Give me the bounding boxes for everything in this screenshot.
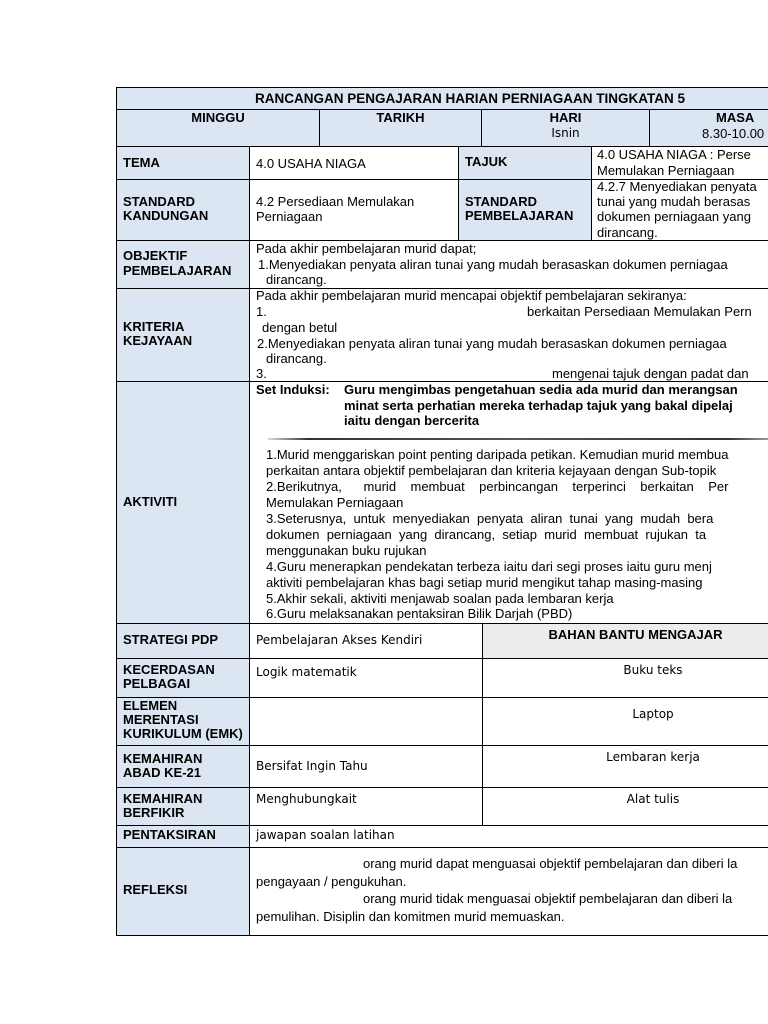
aktiviti-step-line-11: 6.Guru melaksanakan pentaksiran Bilik Darjah (PBD) xyxy=(266,606,573,621)
objektif-line-1: Pada akhir pembelajaran murid dapat; xyxy=(256,241,477,256)
bahan-item-buku-teks: Buku teks xyxy=(623,663,683,677)
strategi-label: STRATEGI PDP xyxy=(123,632,219,647)
berfikir-value: Menghubungkait xyxy=(256,792,357,806)
set-induksi-line-2: minat serta perhatian mereka terhadap tajuk yang bakal dipelaj xyxy=(344,398,733,413)
objektif-label-1: OBJEKTIF xyxy=(123,248,188,263)
aktiviti-step-line-9: aktiviti pembelajaran khas bagi setiap murid mengikut tahap masing-masing xyxy=(266,575,703,590)
tajuk-label: TAJUK xyxy=(465,154,508,169)
standard-pembelajaran-label-1: STANDARD xyxy=(465,194,537,209)
bahan-item-laptop: Laptop xyxy=(632,707,674,721)
kriteria-intro: Pada akhir pembelajaran murid mencapai objektif pembelajaran sekiranya: xyxy=(256,288,687,303)
standard-kandungan-line-1: 4.2 Persediaan Memulakan xyxy=(256,194,415,209)
kecerdasan-value: Logik matematik xyxy=(256,665,357,679)
tajuk-line-2: Memulakan Perniagaan xyxy=(597,163,735,178)
bahan-label: BAHAN BANTU MENGAJAR xyxy=(548,627,723,642)
abad21-label-2: ABAD KE-21 xyxy=(123,765,202,780)
objektif-label-2: PEMBELAJARAN xyxy=(123,263,232,278)
set-induksi-label: Set Induksi: xyxy=(256,382,330,397)
berfikir-label-1: KEMAHIRAN xyxy=(123,791,203,806)
pentaksiran-value: jawapan soalan latihan xyxy=(256,828,395,842)
tarikh-label: TARIKH xyxy=(376,110,425,125)
standard-pembelajaran-label-2: PEMBELAJARAN xyxy=(465,208,574,223)
hari-value: Isnin xyxy=(551,126,580,140)
tema-value: 4.0 USAHA NIAGA xyxy=(256,156,366,171)
aktiviti-step-line-1: 1.Murid menggariskan point penting daripada petikan. Kemudian murid membua xyxy=(266,447,729,462)
set-induksi-line-3: iaitu dengan bercerita xyxy=(344,413,480,428)
aktiviti-step-line-8: 4.Guru menerapkan pendekatan terbeza iaitu dari segi proses iaitu guru menj xyxy=(266,559,712,574)
standard-pembelajaran-line-2: tunai yang mudah berasas xyxy=(597,194,751,209)
kriteria-item-3-text: mengenai tajuk dengan padat dan xyxy=(552,366,749,381)
aktiviti-step-line-6: dokumen perniagaan yang dirancang, setiap murid membuat rujukan ta xyxy=(266,527,707,542)
refleksi-label: REFLEKSI xyxy=(123,882,188,897)
objektif-line-2: 1.Menyediakan penyata aliran tunai yang mudah berasaskan dokumen perniagaa xyxy=(258,257,728,272)
kecerdasan-label-1: KECERDASAN xyxy=(123,662,215,677)
masa-value: 8.30-10.00 xyxy=(702,126,765,141)
standard-kandungan-label-2: KANDUNGAN xyxy=(123,208,209,223)
set-induksi-line-1: Guru mengimbas pengetahuan sedia ada murid dan merangsan xyxy=(344,382,738,397)
strategi-value: Pembelajaran Akses Kendiri xyxy=(256,633,423,647)
kriteria-label-2: KEJAYAAN xyxy=(123,333,193,348)
refleksi-line-4: pemulihan. Disiplin dan komitmen murid memuaskan. xyxy=(256,909,565,924)
emk-value-cell xyxy=(249,697,483,746)
refleksi-line-2: pengayaan / pengukuhan. xyxy=(256,874,407,889)
masa-label: MASA xyxy=(716,110,755,125)
hari-label: HARI xyxy=(549,110,582,125)
kriteria-item-1-text: berkaitan Persediaan Memulakan Pern xyxy=(527,304,752,319)
kriteria-item-2-continuation: dirancang. xyxy=(266,351,327,366)
kriteria-item-1-number: 1. xyxy=(256,304,267,319)
induksi-divider xyxy=(268,438,768,440)
standard-kandungan-label-1: STANDARD xyxy=(123,194,195,209)
aktiviti-step-line-2: perkaitan antara objektif pembelajaran dan kriteria kejayaan dengan Sub-topik xyxy=(266,463,717,478)
objektif-line-3: dirancang. xyxy=(266,272,327,287)
emk-label-1: ELEMEN xyxy=(123,698,178,713)
abad21-label-1: KEMAHIRAN xyxy=(123,751,203,766)
bahan-item-lembaran-kerja: Lembaran kerja xyxy=(606,750,700,764)
pentaksiran-label: PENTAKSIRAN xyxy=(123,827,216,842)
bahan-item-alat-tulis: Alat tulis xyxy=(626,792,680,806)
tema-label: TEMA xyxy=(123,155,160,170)
berfikir-label-2: BERFIKIR xyxy=(123,805,185,820)
page-title: RANCANGAN PENGAJARAN HARIAN PERNIAGAAN TINGKATAN 5 xyxy=(254,91,685,106)
emk-label-2: MERENTASI xyxy=(123,712,199,727)
kriteria-label-1: KRITERIA xyxy=(123,319,185,334)
standard-pembelajaran-line-3: dokumen perniagaan yang xyxy=(597,209,751,224)
standard-pembelajaran-line-1: 4.2.7 Menyediakan penyata xyxy=(597,179,757,194)
minggu-label: MINGGU xyxy=(191,110,245,125)
kriteria-item-2: 2.Menyediakan penyata aliran tunai yang mudah berasaskan dokumen perniagaa xyxy=(257,336,727,351)
tajuk-line-1: 4.0 USAHA NIAGA : Perse xyxy=(597,147,751,162)
refleksi-line-3: orang murid tidak menguasai objektif pembelajaran dan diberi la xyxy=(363,891,733,906)
aktiviti-step-line-5: 3.Seterusnya, untuk menyediakan penyata aliran tunai yang mudah bera xyxy=(266,511,714,526)
kriteria-item-3-number: 3. xyxy=(256,366,267,381)
emk-label-3: KURIKULUM (EMK) xyxy=(123,726,243,741)
standard-kandungan-line-2: Perniagaan xyxy=(256,209,323,224)
aktiviti-step-line-3: 2.Berikutnya, murid membuat perbincangan terperinci berkaitan Per xyxy=(266,479,729,494)
aktiviti-step-line-10: 5.Akhir sekali, aktiviti menjawab soalan pada lembaran kerja xyxy=(266,591,614,606)
standard-pembelajaran-line-4: dirancang. xyxy=(597,225,658,240)
abad21-value: Bersifat Ingin Tahu xyxy=(256,759,368,773)
kriteria-item-1-continuation: dengan betul xyxy=(262,320,338,335)
aktiviti-step-line-4: Memulakan Perniagaan xyxy=(266,495,404,510)
kecerdasan-label-2: PELBAGAI xyxy=(123,676,191,691)
aktiviti-step-line-7: menggunakan buku rujukan xyxy=(266,543,427,558)
aktiviti-label: AKTIVITI xyxy=(123,494,178,509)
refleksi-line-1: orang murid dapat menguasai objektif pembelajaran dan diberi la xyxy=(363,856,738,871)
